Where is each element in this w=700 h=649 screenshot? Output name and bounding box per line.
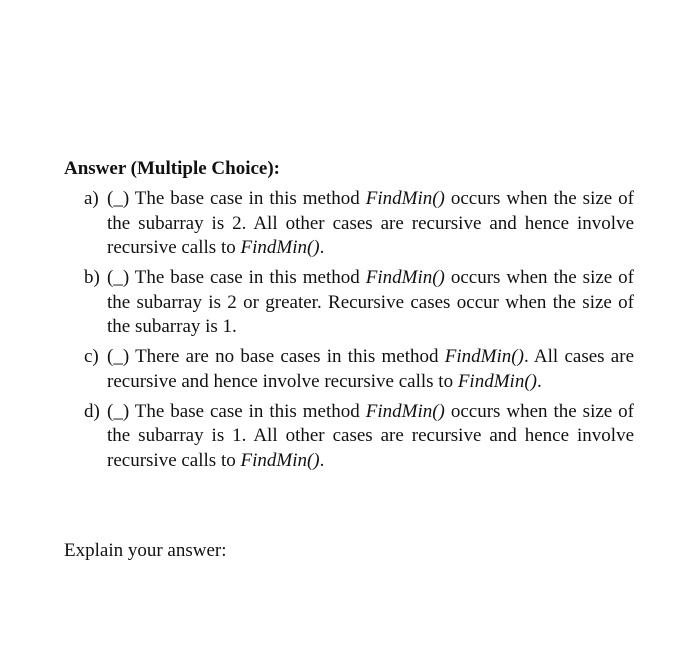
choice-label: d) bbox=[84, 400, 100, 422]
choice-text: . All cases are recursive and hence involve recursive calls to bbox=[107, 346, 634, 392]
choice-text: occurs when the size of the subarray is 2 or greater. Recursive cases occur when the size of the subarray is 1. bbox=[107, 267, 634, 337]
choice-label: c) bbox=[84, 346, 99, 367]
choice-text: . bbox=[319, 449, 325, 471]
method-name: FindMin() bbox=[457, 370, 537, 392]
choice-a[interactable] bbox=[84, 187, 634, 261]
method-name: FindMin() bbox=[365, 188, 445, 209]
choice-text: (_) The base case in this method bbox=[107, 400, 366, 422]
choice-d[interactable] bbox=[84, 400, 634, 474]
explain-prompt: Explain your answer: bbox=[64, 540, 227, 561]
method-name: FindMin() bbox=[365, 267, 445, 288]
choice-text: occurs when the size of the subarray is 1. All other cases are recursive and hence involve recursive calls to bbox=[107, 400, 634, 471]
answer-heading: Answer (Multiple Choice): bbox=[64, 158, 281, 179]
choice-label: b) bbox=[84, 267, 100, 288]
choice-text: (_) The base case in this method bbox=[107, 267, 366, 288]
choice-text: . bbox=[319, 237, 325, 258]
choice-b[interactable] bbox=[84, 266, 634, 340]
choice-text: (_) There are no base cases in this method bbox=[107, 346, 445, 367]
choice-list bbox=[84, 187, 634, 479]
choice-text: occurs when the size of the subarray is 2. All other cases are recursive and hence involve recursive calls to bbox=[107, 188, 634, 258]
choice-text: . bbox=[536, 370, 542, 392]
method-name: FindMin() bbox=[240, 237, 320, 258]
choice-text: (_) The base case in this method bbox=[107, 188, 366, 209]
method-name: FindMin() bbox=[444, 346, 524, 367]
method-name: FindMin() bbox=[365, 400, 445, 422]
choice-label: a) bbox=[84, 188, 99, 209]
method-name: FindMin() bbox=[240, 449, 320, 471]
choice-c[interactable] bbox=[84, 345, 634, 394]
